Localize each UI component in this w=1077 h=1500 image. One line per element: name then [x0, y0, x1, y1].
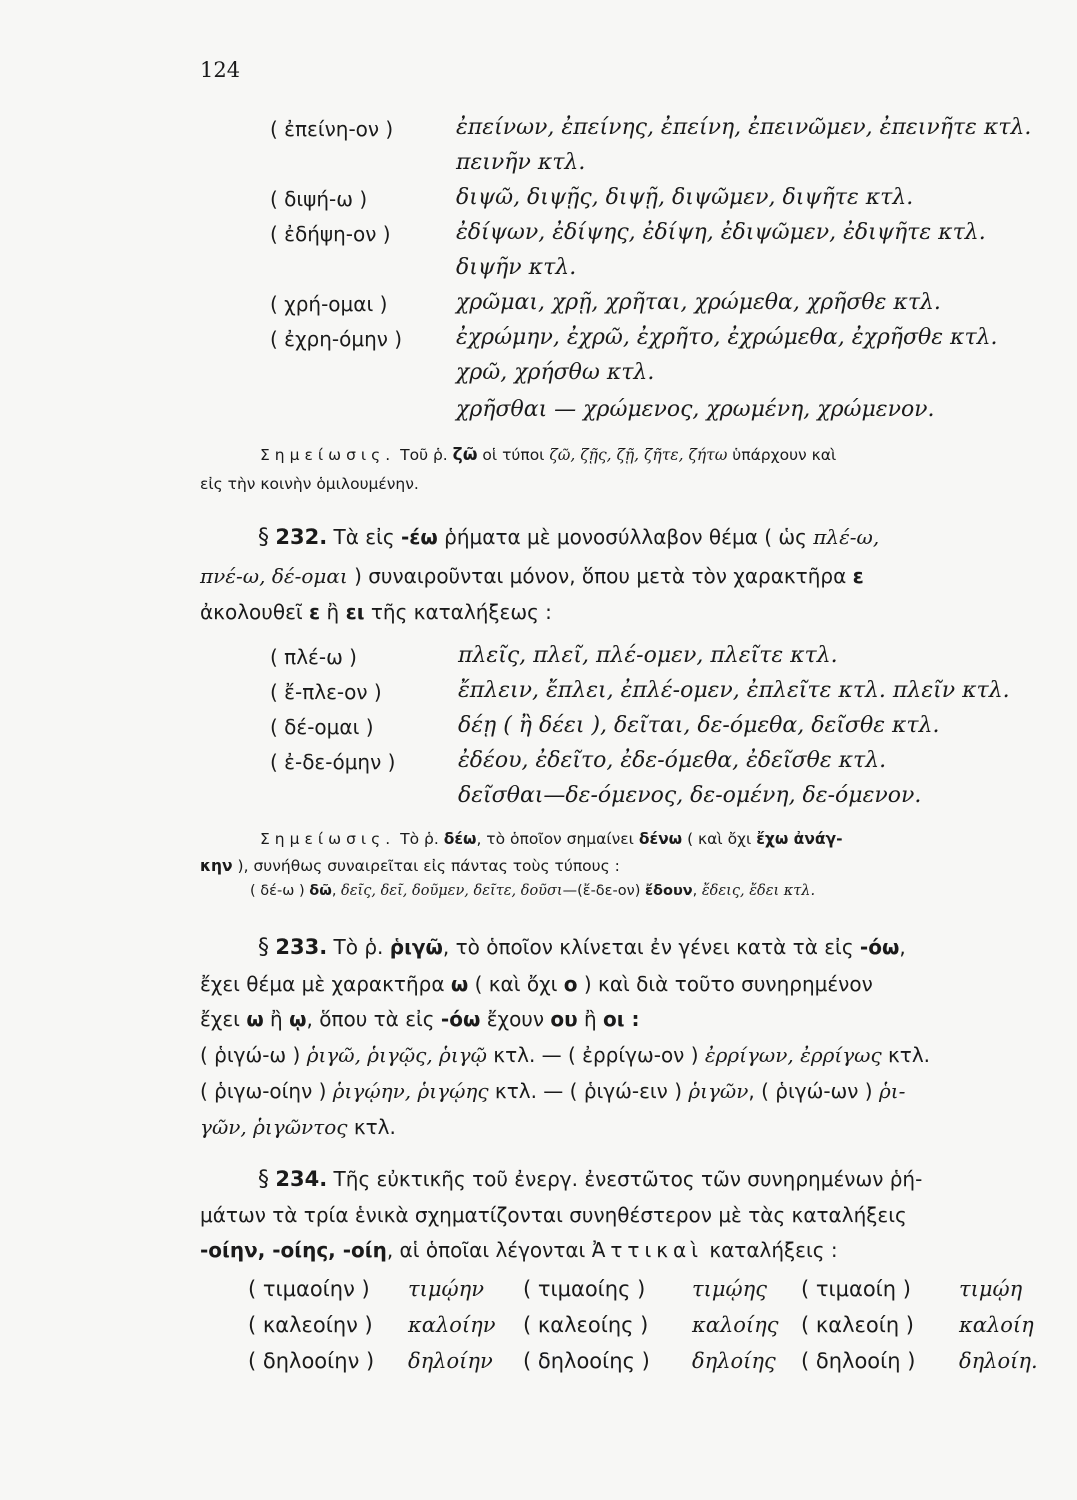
note-2-line-2: κην ), συνήθως συναιρεῖται εἰς πάντας τοὺς τύπους : [200, 857, 620, 875]
note-1-line-1: Σημείωσις. Τοῦ ῥ. ζῶ οἱ τύποι ζῶ, ζῇς, ζῇ, ζῆτε, ζήτω ὑπάρχουν καὶ [260, 445, 837, 465]
section-233-line-4: ( ῥιγώ-ω ) ῥιγῶ, ῥιγῷς, ῥιγῷ κτλ. — ( ἐρρίγω-ον ) ἐρρίγων, ἐρρίγως κτλ. [200, 1043, 931, 1067]
note-1-line-2: εἰς τὴν κοινὴν ὁμιλουμένην. [200, 475, 419, 493]
section-234-line-1: § 234. Τῆς εὐκτικῆς τοῦ ἐνεργ. ἐνεστῶτος τῶν συνηρημένων ῥή- [258, 1167, 923, 1192]
page: 124 ( ἐπείνη-ον ) ἐπείνων, ἐπείνης, ἐπείνη, ἐπεινῶμεν, ἐπεινῆτε κτλ. πεινῆν κτλ. ( διψή-ω ) διψῶ, διψῇς, διψῇ, διψῶμεν, διψῆτε κτλ. ( ἐδήψη-ον ) ἐδίψων, ἐδίψης, ἐδίψη, ἐδιψῶμεν, ἐδιψῆτε κτλ. διψῆν κτλ. ( χρή-ομαι ) χρῶμαι, χρῇ, χρῆται, χρώμεθα, χρῆσθε κτλ. ( ἐχρη-όμην ) ἐχρώμην, ἐχρῶ, ἐχρῆτο, ἐχρώμεθα, ἐχρῆσθε κτλ. χρῶ, χρήσθω κτλ. χρῆσθαι — χρώμενος, χρωμένη, χρώμενον. Σημείωσις. Τοῦ ῥ. ζῶ οἱ τύποι ζῶ, ζῇς, ζῇ, ζῆτε, ζήτω ὑπάρχουν καὶ εἰς τὴν κοινὴν ὁμιλουμένην. § 232. Τὰ εἰς -έω ῥήματα μὲ μονοσύλλαβον θέμα ( ὡς πλέ-ω, πνέ-ω, δέ-ομαι ) συναιροῦνται μόνον, ὅπου μετὰ τὸν χαρακτῆρα ε ἀκολουθεῖ ε ἢ ει τῆς καταλήξεως : ( πλέ-ω ) πλεῖς, πλεῖ, πλέ-ομεν, πλεῖτε κτλ. ( ἔ-πλε-ον ) ἔπλειν, ἔπλει, ἐπλέ-ομεν, ἐπλεῖτε κτλ. πλεῖν κτλ. ( δέ-ομαι ) δέῃ ( ἢ δέει ), δεῖται, δε-όμεθα, δεῖσθε κτλ. ( ἐ-δε-όμην ) ἐδέου, ἐδεῖτο, ἐδε-όμεθα, ἐδεῖσθε κτλ. δεῖσθαι—δε-όμενος, δε-ομένη, δε-όμενον. Σημείωσις. Τὸ ῥ. δέω, τὸ ὁποῖον σημαίνει δένω ( καὶ ὄχι ἔχω ἀνάγ- κην ), συνήθως συναιρεῖται εἰς πάντας τοὺς τύπους : ( δέ-ω ) δῶ, δεῖς, δεῖ, δοῦμεν, δεῖτε, δοῦσι—(ἔ-δε-ον) ἔδουν, ἔδεις, ἔδει κτλ. § 233. Τὸ ῥ. ῥιγῶ, τὸ ὁποῖον κλίνεται ἐν γένει κατὰ τὰ εἰς -όω, ἔχει θέμα μὲ χαρακτῆρα ω ( καὶ ὄχι ο ) καὶ διὰ τοῦτο συνηρημένον ἔχει ω ἢ ῳ, ὅπου τὰ εἰς -όω ἔχουν ου ἢ οι : ( ῥιγώ-ω ) ῥιγῶ, ῥιγῷς, ῥιγῷ κτλ. — ( ἐρρίγω-ον ) ἐρρίγων, ἐρρίγως κτλ. ( ῥιγω-οίην ) ῥιγῴην, ῥιγῴης κτλ. — ( ῥιγώ-ειν ) ῥιγῶν, ( ῥιγώ-ων ) ῥι- γῶν, ῥιγῶντος κτλ. § 234. Τῆς εὐκτικῆς τοῦ ἐνεργ. ἐνεστῶτος τῶν συνηρημένων ῥή- μάτων τὰ τρία ἑνικὰ σχηματίζονται συνηθέστερον μὲ τὰς καταλήξεις -οίην, -οίης, -οίη, αἱ ὁποῖαι λέγονται Ἀττικαὶ καταλήξεις : ( τιμαοίην ) τιμῴην ( τιμαοίης ) τιμῴης ( τιμαοίη ) τιμῴη ( καλεοίην ) καλοίην ( καλεοίης ) καλοίης ( καλεοίη ) καλοίη ( δηλοοίην ) δηλοίην ( δηλοοίης ) δηλοίης ( δηλοοίη ) δηλοίη. [200, 58, 1038, 1373]
section-233-line-5: ( ῥιγω-οίην ) ῥιγῴην, ῥιγῴης κτλ. — ( ῥιγώ-ειν ) ῥιγῶν, ( ῥιγώ-ων ) ῥι- [200, 1079, 906, 1103]
section-233-line-2: ἔχει θέμα μὲ χαρακτῆρα ω ( καὶ ὄχι ο ) καὶ διὰ τοῦτο συνηρημένον [200, 972, 873, 996]
verb-label: ( ἐχρη-όμην ) [270, 327, 403, 351]
verb-forms: ἔπλειν, ἔπλει, ἐπλέ-ομεν, ἐπλεῖτε κτλ. πλεῖν κτλ. [458, 678, 1010, 703]
verb-forms: ἐδέου, ἐδεῖτο, ἐδε-όμεθα, ἐδεῖσθε κτλ. [458, 748, 887, 773]
section-232-line-3: ἀκολουθεῖ ε ἢ ει τῆς καταλήξεως : [200, 600, 552, 624]
verb-forms: χρῆσθαι — χρώμενος, χρωμένη, χρώμενον. [456, 397, 935, 422]
section-234-line-3: -οίην, -οίης, -οίη, αἱ ὁποῖαι λέγονται Ἀττικαὶ καταλήξεις : [200, 1238, 838, 1262]
verb-forms: χρῶ, χρήσθω κτλ. [456, 360, 655, 385]
verb-forms: πεινῆν κτλ. [456, 150, 586, 175]
verb-label: ( δέ-ομαι ) [270, 715, 374, 739]
section-233-line-6: γῶν, ῥιγῶντος κτλ. [200, 1115, 396, 1139]
verb-label: ( χρή-ομαι ) [270, 292, 388, 316]
verb-forms: δεῖσθαι—δε-όμενος, δε-ομένη, δε-όμενον. [458, 783, 922, 808]
verb-forms: ἐδίψων, ἐδίψης, ἐδίψη, ἐδιψῶμεν, ἐδιψῆτε κτλ. [456, 220, 986, 245]
verb-label: ( ἐπείνη-ον ) [270, 117, 394, 141]
verb-label: ( ἐ-δε-όμην ) [270, 750, 396, 774]
note-2-line-1: Σημείωσις. Τὸ ῥ. δέω, τὸ ὁποῖον σημαίνει δένω ( καὶ ὄχι ἔχω ἀνάγ- [260, 830, 843, 848]
note-2-line-3: ( δέ-ω ) δῶ, δεῖς, δεῖ, δοῦμεν, δεῖτε, δοῦσι—(ἔ-δε-ον) ἔδουν, ἔδεις, ἔδει κτλ. [250, 883, 816, 899]
verb-forms: ἐπείνων, ἐπείνης, ἐπείνη, ἐπεινῶμεν, ἐπεινῆτε κτλ. [456, 115, 1032, 140]
verb-forms: διψῆν κτλ. [456, 255, 577, 280]
verb-forms: δέῃ ( ἢ δέει ), δεῖται, δε-όμεθα, δεῖσθε κτλ. [458, 713, 940, 738]
verb-label: ( ἔ-πλε-ον ) [270, 680, 382, 704]
section-232-line-2: πνέ-ω, δέ-ομαι ) συναιροῦνται μόνον, ὅπου μετὰ τὸν χαρακτῆρα ε [200, 564, 864, 588]
page-number: 124 [200, 58, 241, 82]
verb-forms: χρῶμαι, χρῇ, χρῆται, χρώμεθα, χρῆσθε κτλ. [456, 290, 941, 315]
verb-label: ( πλέ-ω ) [270, 645, 357, 669]
verb-label: ( ἐδήψη-ον ) [270, 222, 391, 246]
verb-forms: πλεῖς, πλεῖ, πλέ-ομεν, πλεῖτε κτλ. [458, 643, 838, 668]
section-232-line-1: § 232. Τὰ εἰς -έω ῥήματα μὲ μονοσύλλαβον θέμα ( ὡς πλέ-ω, [258, 525, 880, 550]
verb-forms: διψῶ, διψῇς, διψῇ, διψῶμεν, διψῆτε κτλ. [456, 185, 914, 210]
section-233-line-1: § 233. Τὸ ῥ. ῥιγῶ, τὸ ὁποῖον κλίνεται ἐν γένει κατὰ τὰ εἰς -όω, [258, 935, 906, 960]
section-234-line-2: μάτων τὰ τρία ἑνικὰ σχηματίζονται συνηθέστερον μὲ τὰς καταλήξεις [200, 1203, 907, 1227]
verb-forms: ἐχρώμην, ἐχρῶ, ἐχρῆτο, ἐχρώμεθα, ἐχρῆσθε κτλ. [456, 325, 998, 350]
section-233-line-3: ἔχει ω ἢ ῳ, ὅπου τὰ εἰς -όω ἔχουν ου ἢ οι : [200, 1007, 640, 1031]
verb-label: ( διψή-ω ) [270, 187, 368, 211]
